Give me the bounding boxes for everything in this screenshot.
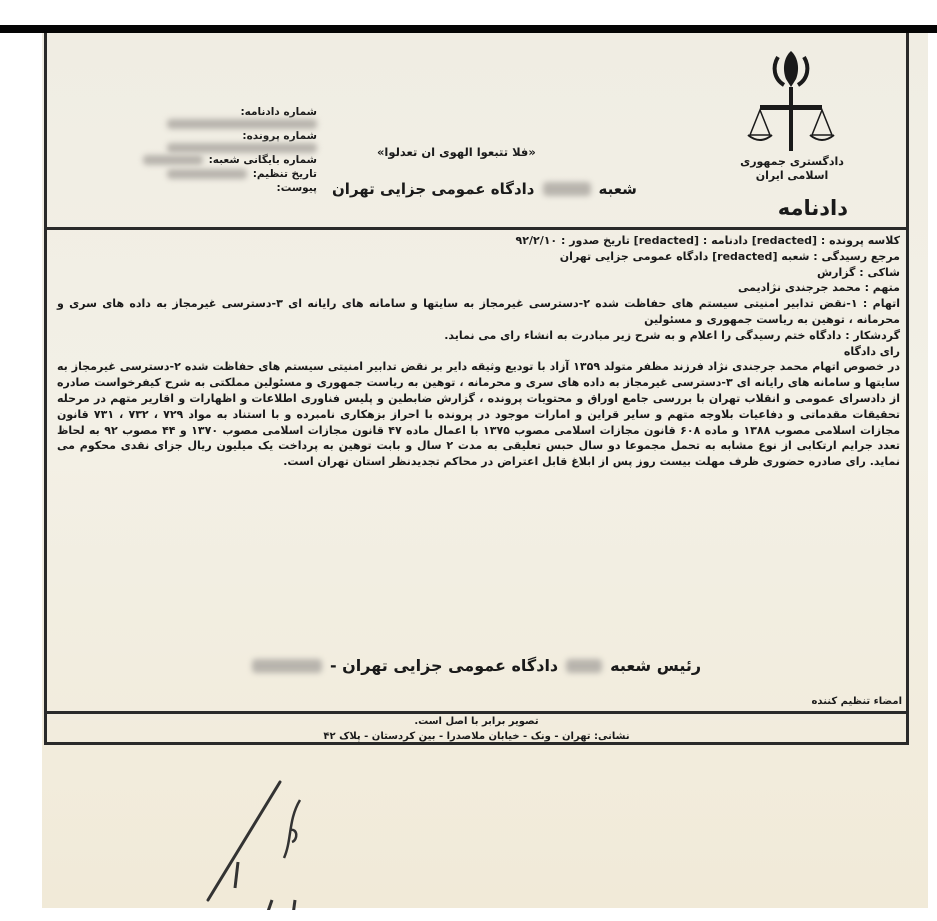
accused-line: متهم : محمد جرجندی نژادیمی xyxy=(737,281,900,295)
meta-row-attachment xyxy=(117,181,317,195)
top-border-bar xyxy=(0,25,937,33)
complainant-line: شاکی : گزارش xyxy=(816,265,900,279)
case-line: کلاسه پرونده : [redacted] دادنامه : [redacted] تاریخ صدور : ۹۲/۲/۱۰ xyxy=(515,234,900,247)
ruling-heading: رای دادگاه xyxy=(843,344,900,358)
meta-row-archive-no xyxy=(117,153,317,167)
header-section xyxy=(47,33,906,230)
meta-label: تاریخ تنظیم: xyxy=(252,168,317,180)
case-metadata xyxy=(117,105,317,195)
court-name: دادگاه عمومی جزایی تهران xyxy=(332,180,535,198)
certified-copy-note: تصویر برابر با اصل است. xyxy=(414,716,539,727)
redacted-value xyxy=(167,119,317,129)
court-address: نشانی: تهران - ونک - خیابان ملاصدرا - بین کردستان - پلاک ۴۲ xyxy=(323,731,630,742)
branch-label: شعبه xyxy=(598,180,637,198)
judge-title xyxy=(47,656,906,675)
reference-line: مرجع رسیدگی : شعبه [redacted] دادگاه عمومی جزایی تهران xyxy=(559,249,900,263)
judiciary-line-2: اسلامی ایران xyxy=(755,169,829,182)
footer-box xyxy=(47,711,906,748)
redacted-value xyxy=(167,169,247,179)
meta-value-row xyxy=(117,119,317,129)
signer-label: امضاء تنظیم کننده xyxy=(811,696,902,707)
ruling-text: در خصوص اتهام محمد جرجندی نژاد فرزند مظفر متولد ۱۳۵۹ آزاد با تودیع وثیقه دایر بر نقض تدابیر امنیتی سیستم های حفاظت شده ۲-دسترسی غیرمجاز به سایتها و سامانه های رایانه ای ۳-دسترسی غیرمجاز به داده های سری و محرمانه ، توهین به ریاست جمهوری و مسئولین مملکتی به شرح کیفرخواست صادره از دادسرای عمومی و انقلاب تهران با بررسی جامع اوراق و محتویات پرونده ، گزارش ضابطین و پلیس فناوری اطلاعات و اظهارات و اقاریر متهم در مرحله تحقیقات مقدماتی و دفاعیات بلاوجه متهم و سایر قراین و امارات موجود در پرونده با احراز بزهکاری نامبرده و با استناد به مواد ۷۲۹ ، ۷۳۲ ، ۷۳۱ قانون مجازات اسلامی مصوب ۱۳۸۸ و ماده ۶۰۸ قانون مجازات اسلامی مصوب ۱۳۷۵ با اعمال ماده ۴۷ قانون مجازات اسلامی مصوب ۱۳۷۰ و ۴۴ مصوب ۹۲ به لحاظ تعدد جرایم ارتکابی از نوع مشابه به تحمل مجموعا دو سال حبس تعلیقی به مدت ۲ سال و بابت توهین به پرداخت یک میلیون ریال جزای نقدی محکوم می نماید. رای صادره حضوری ظرف مهلت بیست روز پس از ابلاغ قابل اعتراض در محاکم تجدیدنظر استان تهران است. xyxy=(57,360,901,469)
meta-label: شماره بایگانی شعبه: xyxy=(208,154,317,166)
redacted-value xyxy=(143,155,203,165)
proceedings-line: گردشکار : دادگاه ختم رسیدگی را اعلام و به شرح زیر مبادرت به انشاء رای می نماید. xyxy=(444,328,900,342)
quranic-verse: «فلا تتبعوا الهوی ان تعدلوا» xyxy=(377,145,536,159)
iran-emblem-icon xyxy=(746,47,836,157)
verdict-frame xyxy=(44,33,909,745)
court-title xyxy=(332,180,637,198)
judiciary-name xyxy=(722,155,862,183)
verdict-body xyxy=(57,233,900,470)
meta-row-verdict-no xyxy=(117,105,317,119)
meta-label: شماره پرونده: xyxy=(242,130,317,142)
judge-title-suffix: دادگاه عمومی جزایی تهران - xyxy=(329,656,559,675)
redacted-branch-number xyxy=(543,182,591,196)
meta-row-date xyxy=(117,167,317,181)
meta-row-case-no xyxy=(117,129,317,143)
meta-label: پیوست: xyxy=(276,182,317,194)
document-title: دادنامه xyxy=(777,196,848,220)
meta-label: شماره دادنامه: xyxy=(240,106,317,118)
charge-line: اتهام : ۱-نقض تدابیر امنیتی سیستم های حفاظت شده ۲-دسترسی غیرمجاز به سایتها و سامانه های رایانه ای ۳-دسترسی غیرمجاز به داده های سری و محرمانه ، توهین به ریاست جمهوری و مسئولین xyxy=(57,297,900,326)
judiciary-line-1: دادگستری جمهوری xyxy=(740,155,844,168)
redacted-value xyxy=(167,143,317,153)
judge-title-prefix: رئیس شعبه xyxy=(610,656,702,675)
redacted-judge-name xyxy=(252,659,322,673)
meta-value-row xyxy=(117,143,317,153)
redacted-branch-number xyxy=(566,659,602,673)
handwritten-signature-icon xyxy=(180,770,340,910)
